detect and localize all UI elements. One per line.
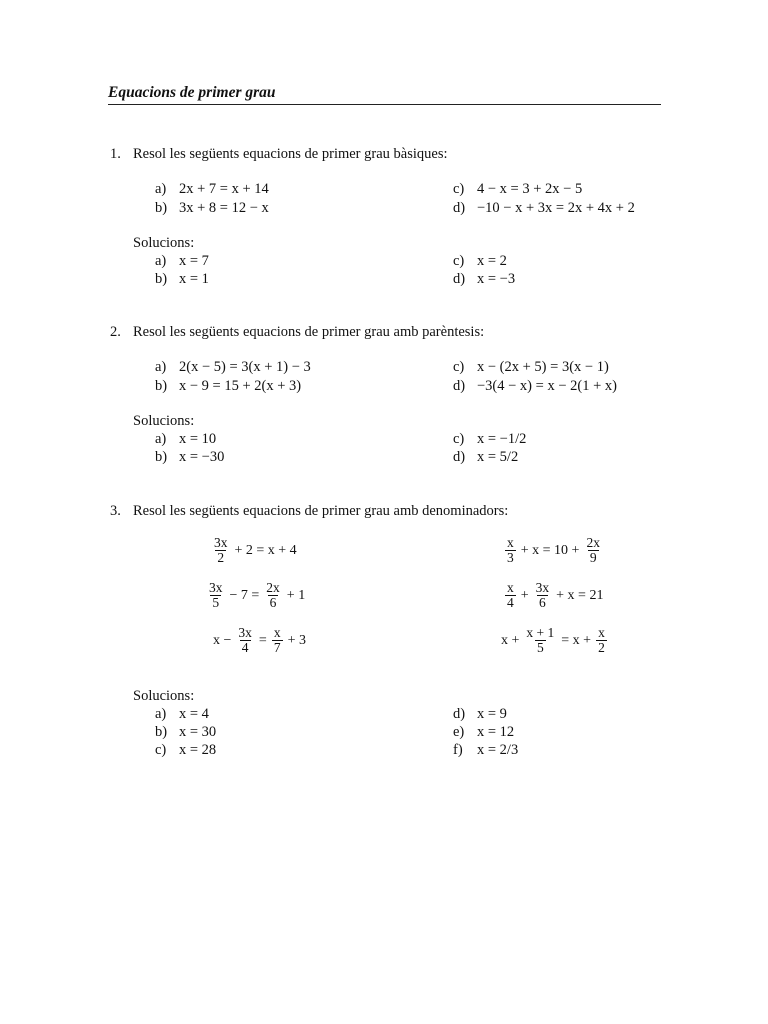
numerator: x bbox=[598, 625, 605, 640]
q1-item-c-label: c) bbox=[453, 181, 465, 197]
numerator: 2x bbox=[266, 580, 280, 595]
fraction bbox=[584, 536, 602, 565]
fraction bbox=[264, 581, 282, 610]
numerator: x bbox=[273, 625, 281, 640]
q2-sol-c-label: c) bbox=[453, 431, 465, 447]
fraction bbox=[524, 626, 556, 655]
fraction bbox=[596, 626, 607, 655]
numerator: x + 1 bbox=[526, 625, 555, 640]
denominator: 2 bbox=[598, 640, 605, 656]
fraction bbox=[207, 581, 225, 610]
page-title: Equacions de primer grau bbox=[108, 84, 276, 101]
expr-text: − 7 = bbox=[229, 587, 260, 603]
q2-item-a-expr: 2(x − 5) = 3(x + 1) − 3 bbox=[179, 359, 311, 375]
q2-item-d-label: d) bbox=[453, 378, 466, 394]
denominator: 2 bbox=[217, 550, 225, 566]
numerator: x bbox=[507, 535, 514, 550]
q1-sol-d-label: d) bbox=[453, 271, 466, 287]
expr-text: + 2 = x + 4 bbox=[234, 542, 297, 558]
q2-solutions-heading: Solucions: bbox=[133, 413, 195, 429]
fraction bbox=[212, 536, 230, 565]
q1-sol-c-expr: x = 2 bbox=[477, 253, 507, 269]
numerator: x bbox=[507, 580, 514, 595]
expr-text: x − bbox=[213, 632, 232, 648]
q3-equation-b bbox=[205, 581, 308, 610]
q2-item-c-label: c) bbox=[453, 359, 465, 375]
q3-sol-a-expr: x = 4 bbox=[179, 706, 209, 722]
denominator: 7 bbox=[273, 640, 281, 656]
q1-number: 1. bbox=[110, 146, 121, 162]
q3-solutions-heading: Solucions: bbox=[133, 688, 195, 704]
fraction bbox=[505, 581, 516, 610]
q1-sol-b-expr: x = 1 bbox=[179, 271, 209, 287]
denominator: 4 bbox=[241, 640, 249, 656]
denominator: 6 bbox=[539, 595, 546, 611]
expr-text: + x = 10 + bbox=[520, 542, 580, 558]
q3-equation-e bbox=[503, 581, 606, 610]
q3-equation-f bbox=[498, 626, 609, 655]
numerator: 3x bbox=[535, 580, 550, 595]
denominator: 6 bbox=[269, 595, 277, 611]
q2-number: 2. bbox=[110, 324, 121, 340]
q3-sol-e-expr: x = 12 bbox=[477, 724, 515, 740]
q2-text: Resol les següents equacions de primer grau amb parèntesis: bbox=[133, 324, 485, 340]
q1-text: Resol les següents equacions de primer grau bàsiques: bbox=[133, 146, 448, 162]
q3-sol-d-expr: x = 9 bbox=[477, 706, 507, 722]
q1-sol-d-expr: x = −3 bbox=[477, 271, 516, 287]
fraction bbox=[505, 536, 516, 565]
denominator: 5 bbox=[536, 640, 544, 656]
q2-item-b-expr: x − 9 = 15 + 2(x + 3) bbox=[179, 378, 302, 394]
q3-sol-c-label: c) bbox=[155, 742, 167, 758]
q1-sol-c-label: c) bbox=[453, 253, 465, 269]
denominator: 9 bbox=[589, 550, 597, 566]
q2-item-b-label: b) bbox=[155, 378, 168, 394]
q2-sol-c-expr: x = −1/2 bbox=[477, 431, 527, 447]
denominator: 3 bbox=[507, 550, 514, 566]
q3-sol-f-label: f) bbox=[453, 742, 463, 758]
fraction bbox=[236, 626, 254, 655]
q1-solutions-heading: Solucions: bbox=[133, 235, 195, 251]
q1-item-a-expr: 2x + 7 = x + 14 bbox=[179, 181, 269, 197]
numerator: 3x bbox=[214, 535, 228, 550]
q2-sol-a-expr: x = 10 bbox=[179, 431, 217, 447]
expr-text: + x = 21 bbox=[556, 587, 604, 603]
q1-sol-a-expr: x = 7 bbox=[179, 253, 209, 269]
q1-sol-b-label: b) bbox=[155, 271, 168, 287]
q3-sol-d-label: d) bbox=[453, 706, 466, 722]
q3-sol-a-label: a) bbox=[155, 706, 167, 722]
denominator: 5 bbox=[212, 595, 220, 611]
q3-equation-a bbox=[210, 536, 300, 565]
numerator: 3x bbox=[209, 580, 223, 595]
q3-sol-b-expr: x = 30 bbox=[179, 724, 217, 740]
q2-sol-d-label: d) bbox=[453, 449, 466, 465]
fraction bbox=[272, 626, 283, 655]
q2-sol-a-label: a) bbox=[155, 431, 167, 447]
q3-text: Resol les següents equacions de primer grau amb denominadors: bbox=[133, 503, 509, 519]
q1-item-d-expr: −10 − x + 3x = 2x + 4x + 2 bbox=[477, 200, 635, 216]
q1-item-b-expr: 3x + 8 = 12 − x bbox=[179, 200, 269, 216]
q1-item-d-label: d) bbox=[453, 200, 466, 216]
q1-sol-a-label: a) bbox=[155, 253, 167, 269]
q1-item-b-label: b) bbox=[155, 200, 168, 216]
expr-text: + 1 bbox=[286, 587, 306, 603]
title-rule bbox=[108, 104, 661, 105]
expr-text: x + bbox=[501, 632, 520, 648]
q3-sol-e-label: e) bbox=[453, 724, 465, 740]
denominator: 4 bbox=[507, 595, 514, 611]
q2-item-d-expr: −3(4 − x) = x − 2(1 + x) bbox=[477, 378, 617, 394]
q2-sol-b-label: b) bbox=[155, 449, 168, 465]
fraction bbox=[534, 581, 552, 610]
q3-equation-c bbox=[210, 626, 309, 655]
expr-text: = bbox=[258, 632, 267, 648]
q3-sol-b-label: b) bbox=[155, 724, 168, 740]
expr-text: + bbox=[520, 587, 529, 603]
numerator: 2x bbox=[586, 535, 600, 550]
q3-sol-f-expr: x = 2/3 bbox=[477, 742, 519, 758]
expr-text: + 3 bbox=[287, 632, 306, 648]
q3-number: 3. bbox=[110, 503, 121, 519]
q3-equation-d bbox=[503, 536, 604, 565]
q1-item-a-label: a) bbox=[155, 181, 167, 197]
expr-text: = x + bbox=[561, 632, 592, 648]
q2-item-c-expr: x − (2x + 5) = 3(x − 1) bbox=[477, 359, 609, 375]
numerator: 3x bbox=[238, 625, 252, 640]
q1-item-c-expr: 4 − x = 3 + 2x − 5 bbox=[477, 181, 583, 197]
q3-sol-c-expr: x = 28 bbox=[179, 742, 217, 758]
q2-item-a-label: a) bbox=[155, 359, 167, 375]
q2-sol-b-expr: x = −30 bbox=[179, 449, 225, 465]
q2-sol-d-expr: x = 5/2 bbox=[477, 449, 519, 465]
